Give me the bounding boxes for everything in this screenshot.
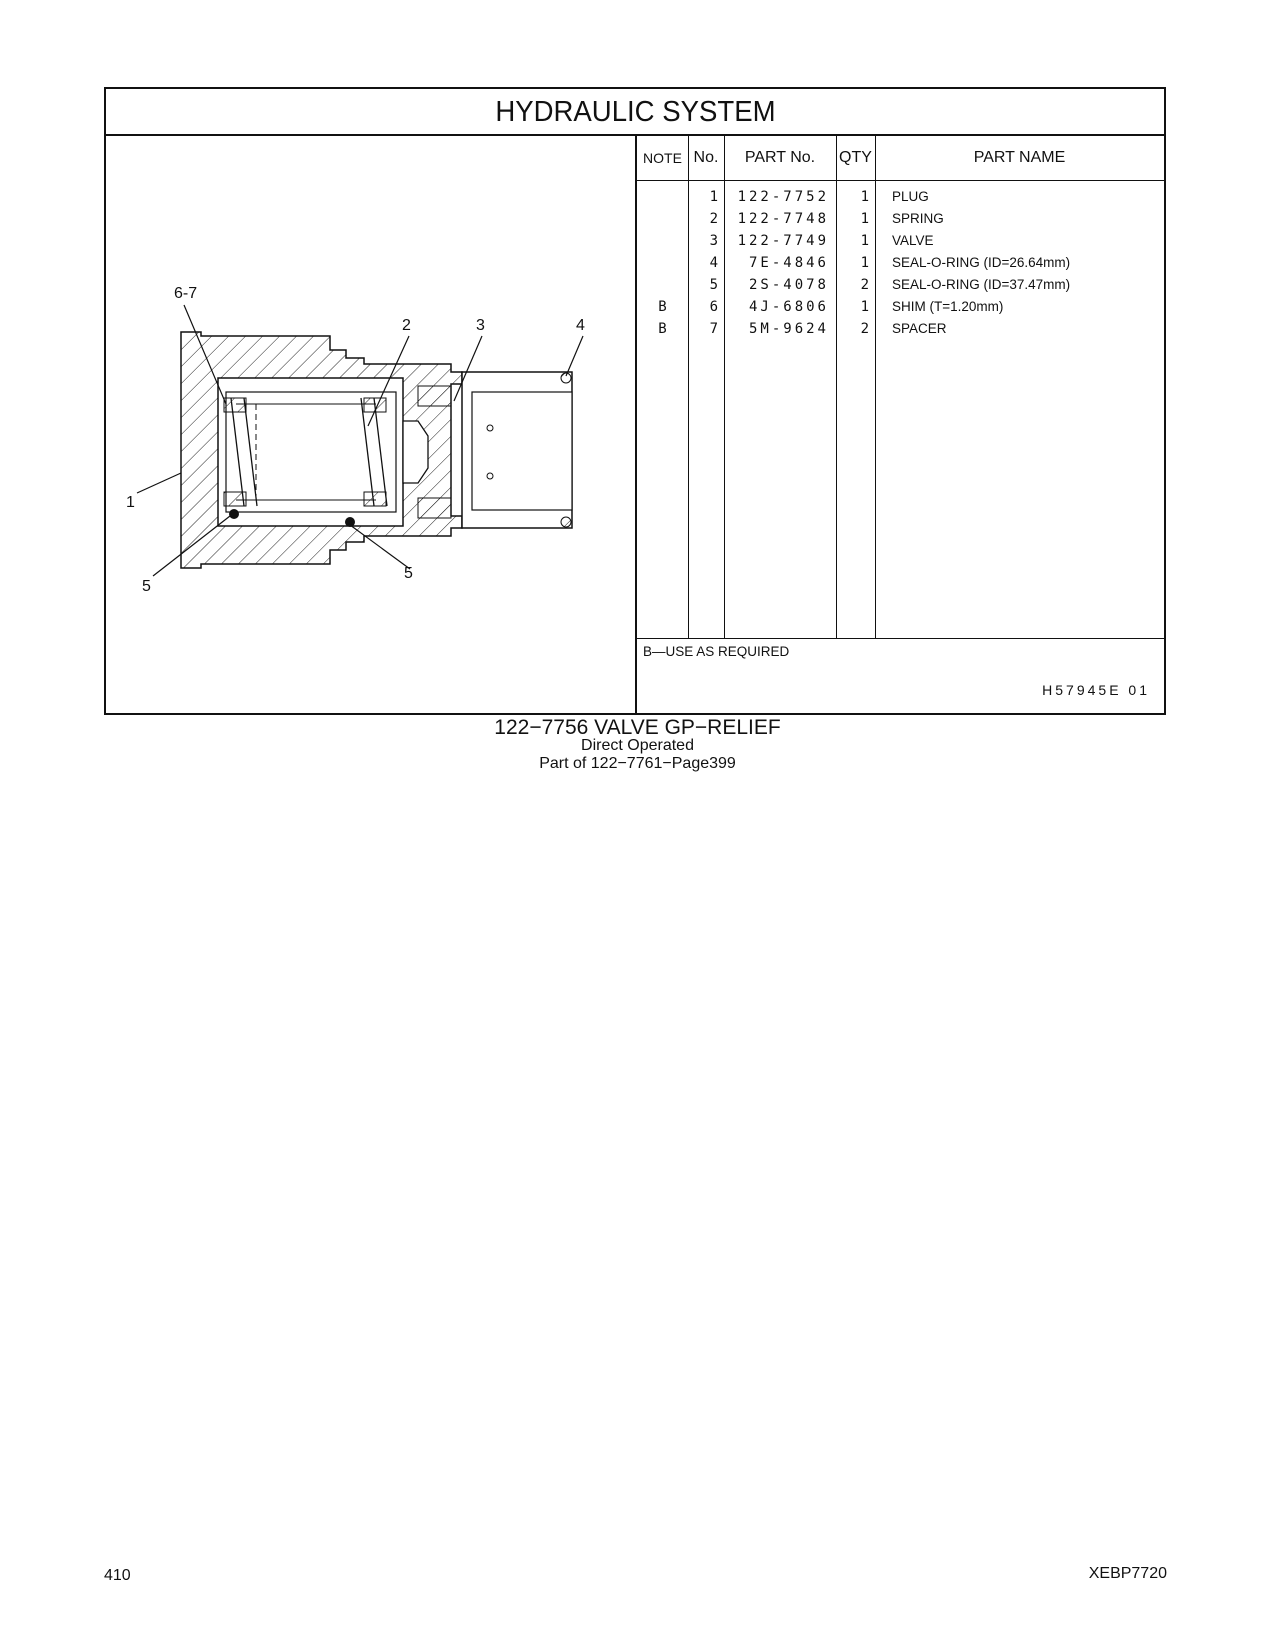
callout-3: 3 — [476, 317, 485, 334]
table-row: B 6 4J-6806 1 SHIM (T=1.20mm) — [658, 299, 1004, 315]
table-row: 3 122-7749 1 VALVE — [709, 233, 934, 249]
header-note: NOTE — [643, 150, 682, 166]
callout-4: 4 — [576, 317, 585, 334]
header-part-name: PART NAME — [973, 149, 1066, 166]
callout-2: 2 — [402, 317, 411, 334]
valve-cross-section-drawing — [106, 136, 637, 715]
header-divider — [637, 180, 1164, 181]
callout-5-right: 5 — [404, 565, 413, 582]
table-row: 5 2S-4078 2 SEAL-O-RING (ID=37.47mm) — [709, 277, 1071, 293]
header-qty: QTY — [839, 149, 872, 166]
callout-6-7: 6-7 — [174, 285, 198, 302]
header-no: No. — [693, 149, 719, 166]
document-code: XEBP7720 — [1088, 1565, 1167, 1582]
valve-seat — [462, 372, 572, 528]
parts-table — [637, 136, 1164, 715]
group-parent-reference: Part of 122−7761−Page399 — [539, 755, 736, 772]
table-footnote: B—USE AS REQUIRED — [643, 644, 790, 659]
table-row: 4 7E-4846 1 SEAL-O-RING (ID=26.64mm) — [709, 255, 1071, 271]
footer-divider — [637, 638, 1164, 639]
illustration-reference: H57945E 01 — [1042, 682, 1150, 698]
page-number: 410 — [104, 1567, 131, 1584]
section-title: HYDRAULIC SYSTEM — [106, 89, 1164, 136]
table-row: 1 122-7752 1 PLUG — [709, 189, 929, 205]
table-row: B 7 5M-9624 2 SPACER — [658, 321, 947, 337]
header-part-no: PART No. — [744, 149, 816, 166]
group-title: 122−7756 VALVE GP−RELIEF — [494, 716, 781, 739]
callout-1: 1 — [126, 494, 135, 511]
parts-frame — [104, 87, 1166, 715]
group-subtitle: Direct Operated — [581, 737, 694, 754]
callout-5-left: 5 — [142, 578, 151, 595]
table-row: 2 122-7748 1 SPRING — [709, 211, 944, 227]
